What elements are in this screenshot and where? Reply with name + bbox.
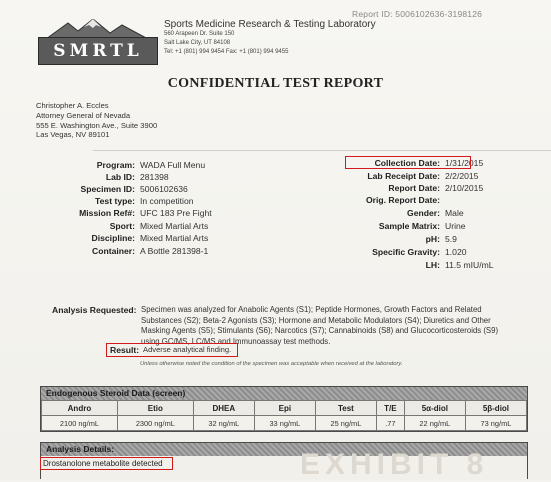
col-te: T/E	[376, 401, 404, 416]
logo-badge	[38, 37, 158, 65]
val-etio: 2300 ng/mL	[117, 416, 193, 431]
recipient-address: 555 E. Washington Ave., Suite 3900	[36, 120, 158, 130]
specimen-note: Unless otherwise noted the condition of the specimen was acceptable when received at the laboratory.	[140, 361, 403, 367]
report-title: CONFIDENTIAL TEST REPORT	[167, 76, 384, 91]
col-etio: Etio	[117, 401, 193, 416]
analysis-requested-label: Analysis Requested:	[52, 305, 137, 315]
recipient-block	[36, 101, 157, 140]
mountain-logo-icon	[38, 19, 156, 39]
recipient-title: Attorney General of Nevada	[36, 110, 131, 120]
analysis-details-header: Analysis Details:	[41, 443, 527, 456]
col-5b-diol: 5β-diol	[465, 401, 526, 416]
val-5a-diol: 22 ng/mL	[404, 416, 465, 431]
lab-name: Sports Medicine Research & Testing Laboratory	[164, 19, 376, 30]
val-5b-diol: 73 ng/mL	[465, 416, 526, 431]
highlight-collection-date	[345, 156, 471, 169]
steroid-data-section	[40, 386, 528, 432]
lab-phone: Tel: +1 (801) 994 9454 Fax: +1 (801) 994 9455	[164, 48, 289, 55]
highlight-result	[106, 343, 238, 357]
result-label: Result:	[110, 345, 140, 355]
val-test: 25 ng/mL	[315, 416, 376, 431]
result-value: Adverse analytical finding.	[143, 345, 232, 354]
col-epi: Epi	[254, 401, 315, 416]
steroid-header-row	[42, 401, 527, 416]
steroid-table	[41, 400, 527, 431]
analysis-requested-text: Specimen was analyzed for Anabolic Agents (S1); Peptide Hormones, Growth Factors and Related Substances (S2); Beta-2 Agonists (S3); Hormone and Metabolic Modulators (S4); Diuretics and Other Masking Agents (S5); Stimulants (S6); Narcotics (S7); Cannabinoids (S8) and Glucocorticosteroids (S9) using GC/MS, LC/MS and Immunoassay test methods.	[141, 305, 499, 346]
report-id: Report ID: 5006102636-3198126	[352, 9, 483, 19]
recipient-name: Christopher A. Eccles	[36, 101, 109, 110]
val-epi: 33 ng/mL	[254, 416, 315, 431]
col-5a-diol: 5α-diol	[404, 401, 465, 416]
highlight-details	[40, 457, 173, 470]
divider	[93, 150, 551, 151]
recipient-city: Las Vegas, NV 89101	[36, 130, 110, 140]
col-test: Test	[315, 401, 376, 416]
col-andro: Andro	[42, 401, 118, 416]
logo-text: SMRTL	[53, 41, 143, 61]
analysis-details-text: Drostanolone metabolite detected	[43, 459, 163, 468]
exhibit-watermark: EXHIBIT 8	[300, 448, 489, 481]
lab-info	[164, 19, 394, 56]
lab-address2: Salt Lake City, UT 84108	[164, 39, 231, 46]
document-page: Report ID: 5006102636-3198126 SMRTL Sports Medicine Research & Testing Laboratory 560 Arapeen Dr. Suite 150 Salt Lake City, UT 84108 Tel: +1 (801) 994 9454 Fax: +1 (801) 994 9455 CONFIDENTIAL TEST REPORT Christopher A. Eccles Attorney General of Nevada 555 E. Washington Ave., Suite 3900 Las Vegas, NV 89101 Program: WADA Full Menu Lab ID: 281398 Specimen ID: 5006102636 Test type: In competition Mission Ref#: UFC 183 Pre Fight Sport: Mixed Martial Arts Discipline: Mixed Martial Arts Container: A Bottle 281398-1 Collection Date: 1/31/2015 Lab Receipt Date: 2/2/2015 Report Date: 2/10/2015 Orig. Report Date: Gender: Male Sample Matrix: Urine pH: 5.9 Specific Gravity: 1.020 LH: 11.5 mIU/mL Analysis Requested: Specimen was analyzed for Anabolic Agents (S1); Peptide Hormones, Growth Factors and Related Substances (S2); Beta-2 Agonists (S3); Hormone and Metabolic Modulators (S4); Diuretics and Other Masking Agents (S5); Stimulants (S6); Narcotics (S7); Cannabinoids (S8) and Glucocorticosteroids (S9) using GC/MS, LC/MS and Immunoassay test methods. Result: Adverse analytical finding. Unless otherwise noted the condition of the specimen was acceptable when received at the laboratory. Endogenous Steroid Data (screen) Andro Etio DHEA Epi Test T/E 5α-diol 5β-diol 2100 ng/mL 2300 ng/mL 32 ng/mL 33 ng/mL 25 ng/mL .77 22 ng/mL 73 ng/mL Analysis Details: EXHIBIT 8 Drostanolone metabolite detected	[0, 0, 551, 480]
lab-logo	[38, 19, 156, 63]
val-andro: 2100 ng/mL	[42, 416, 118, 431]
steroid-data-header: Endogenous Steroid Data (screen)	[41, 387, 527, 400]
steroid-value-row	[42, 416, 527, 431]
val-dhea: 32 ng/mL	[193, 416, 254, 431]
val-te: .77	[376, 416, 404, 431]
lab-address1: 560 Arapeen Dr. Suite 150	[164, 31, 235, 37]
col-dhea: DHEA	[193, 401, 254, 416]
